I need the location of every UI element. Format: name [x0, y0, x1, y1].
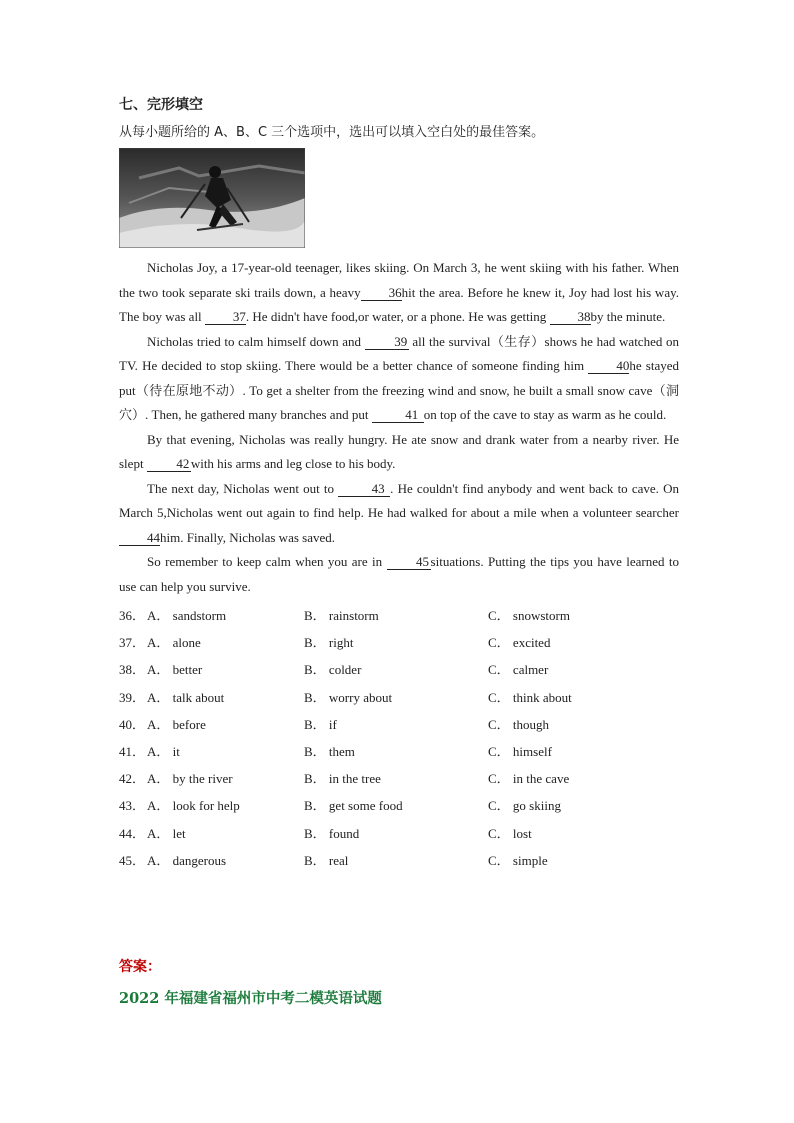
option-a: A． dangerous — [147, 852, 227, 868]
option-row-37 — [119, 628, 679, 655]
question-number: 42． — [119, 771, 146, 787]
p2-text-2: all the survival（生存）shows he had watched on TV. He decided to stop skiing. There would be a better chance of someone finding him — [119, 333, 680, 373]
option-c: C． think about — [488, 689, 572, 705]
question-number: 39． — [119, 689, 146, 705]
option-a: A． look for help — [147, 798, 240, 814]
question-number: 43． — [119, 798, 146, 814]
option-c: C． calmer — [488, 662, 549, 678]
p1-text-1: Nicholas Joy, a 17-year-old teenager, likes skiing. On March 3, he went skiing with his father. When the two took separate ski trails down, a heavy — [119, 260, 679, 300]
option-a: A． before — [147, 716, 206, 732]
skier-photo-icon — [119, 148, 305, 248]
question-number: 36． — [119, 608, 146, 624]
p1-text-3: . He didn't have food,or water, or a phone. He was getting — [245, 309, 547, 324]
option-a: A． sandstorm — [147, 608, 227, 624]
paragraph-4 — [119, 477, 679, 551]
blank-36: 36 — [361, 285, 402, 301]
option-c: C． simple — [488, 852, 548, 868]
option-b: B． real — [304, 852, 349, 868]
p2-text-1: Nicholas tried to calm himself down and — [147, 333, 362, 349]
section-title: 七、完形填空 — [119, 97, 203, 113]
blank-42: 42 — [147, 456, 191, 472]
paragraph-1 — [119, 256, 679, 330]
option-row-41 — [119, 737, 679, 764]
option-c: C． though — [488, 716, 550, 732]
paragraph-5 — [119, 550, 679, 599]
option-a: A． alone — [147, 635, 201, 651]
option-c: C． snowstorm — [488, 608, 570, 624]
p3-text-1: By that evening, Nicholas was really hungry. He ate snow and drank water from a nearby river. He slept — [119, 431, 679, 471]
blank-39: 39 — [365, 334, 409, 350]
blank-38: 38 — [550, 309, 591, 325]
option-c: C． in the cave — [488, 771, 570, 787]
option-b: B． if — [304, 716, 337, 732]
option-a: A． better — [147, 662, 203, 678]
blank-44: 44 — [119, 530, 160, 546]
p1-text-2: hit the area. Before he knew it, Joy had lost his way. The boy was all — [119, 284, 679, 324]
paragraph-2 — [119, 330, 679, 428]
option-row-40 — [119, 710, 679, 737]
question-page — [119, 94, 679, 873]
option-b: B． in the tree — [304, 771, 381, 787]
p2-text-3: he stayed put（待在原地不动）. To get a shelter from the freezing wind and snow, he built a small snow cave（洞穴）. Then, he gathered many branches and put — [119, 358, 680, 422]
question-number: 40． — [119, 716, 146, 732]
option-row-42 — [119, 764, 679, 791]
option-row-39 — [119, 683, 679, 710]
blank-37: 37 — [205, 309, 246, 325]
option-a: A． talk about — [147, 689, 225, 705]
question-number: 45． — [119, 852, 146, 868]
paragraph-3 — [119, 428, 679, 477]
p4-text-1: The next day, Nicholas went out to — [147, 480, 334, 496]
option-row-38 — [119, 655, 679, 682]
p1-text-4: by the minute. — [590, 309, 666, 324]
option-b: B． colder — [304, 662, 362, 678]
p3-text-2: with his arms and leg close to his body. — [190, 456, 396, 471]
blank-41: 41 — [372, 407, 424, 423]
blank-43: 43 — [338, 481, 390, 497]
option-b: B． them — [304, 744, 355, 760]
blank-45: 45 — [387, 554, 431, 570]
option-c: C． go skiing — [488, 798, 561, 814]
option-row-45 — [119, 846, 679, 873]
option-b: B． get some food — [304, 798, 403, 814]
option-a: A． by the river — [147, 771, 233, 787]
option-b: B． worry about — [304, 689, 393, 705]
option-c: C． himself — [488, 744, 552, 760]
option-a: A． it — [147, 744, 180, 760]
option-c: C． excited — [488, 635, 551, 651]
option-b: B． right — [304, 635, 354, 651]
option-c: C． lost — [488, 825, 532, 841]
p4-text-2: . He couldn't find anybody and went back to cave. On March 5,Nicholas went out again to find help. He had walked for about a mile when a volunteer searcher — [119, 480, 679, 520]
question-number: 37． — [119, 635, 146, 651]
p2-text-4: on top of the cave to stay as warm as he could. — [423, 407, 667, 422]
options-list — [119, 601, 679, 873]
option-b: B． rainstorm — [304, 608, 379, 624]
p5-text-1: So remember to keep calm when you are in — [147, 554, 383, 569]
blank-40: 40 — [588, 358, 629, 374]
source-title: 2022 年福建省福州市中考二模英语试题 — [119, 990, 382, 1007]
option-row-36 — [119, 601, 679, 628]
instruction: 从每小题所给的 A、B、C 三个选项中，选出可以填入空白处的最佳答案。 — [119, 125, 545, 140]
option-row-43 — [119, 791, 679, 818]
question-number: 41． — [119, 744, 146, 760]
question-number: 38． — [119, 662, 146, 678]
option-a: A． let — [147, 825, 186, 841]
p5-text-2: situations. Putting the tips you have learned to use can help you survive. — [119, 554, 680, 594]
question-number: 44． — [119, 825, 146, 841]
p4-text-3: him. Finally, Nicholas was saved. — [160, 529, 335, 545]
option-row-44 — [119, 819, 679, 846]
answer-label: 答案： — [119, 959, 161, 975]
option-b: B． found — [304, 825, 360, 841]
